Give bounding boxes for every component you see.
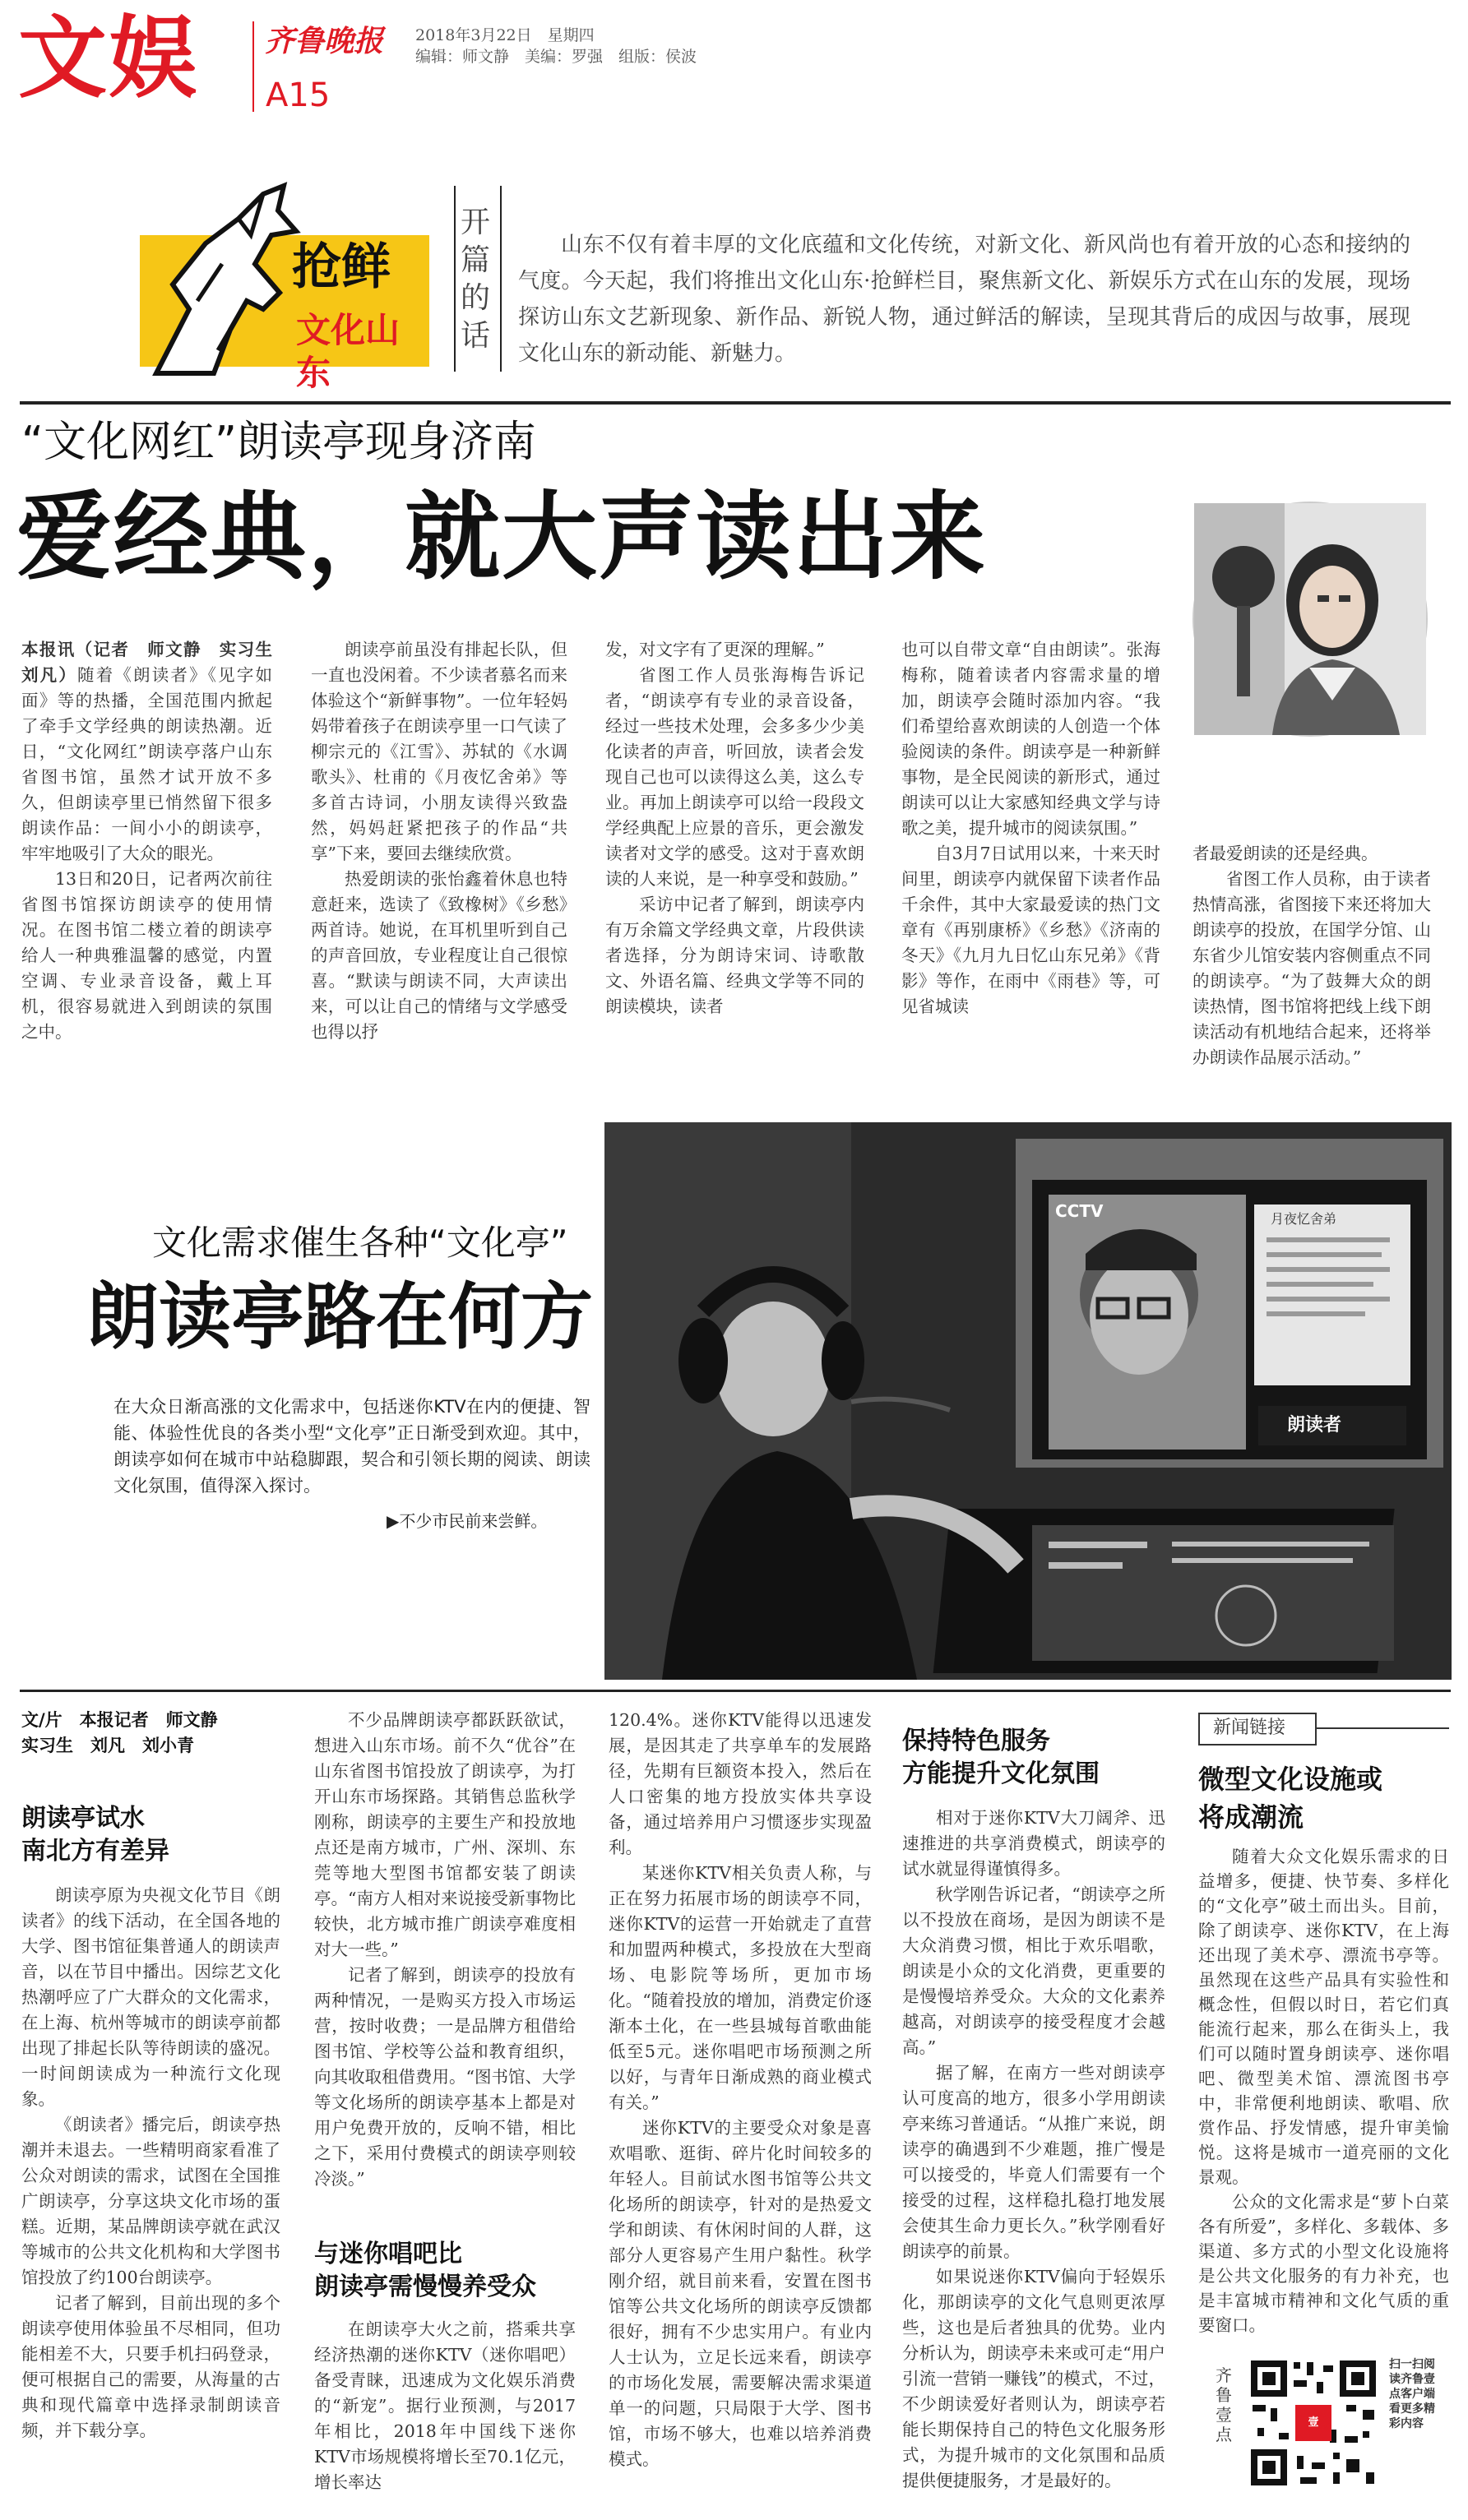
news-link-sidebar: [1198, 1708, 1449, 2501]
issue-date: 2018年3月22日 星期四: [415, 26, 595, 44]
section-rule-top: [20, 401, 1451, 405]
screen-channel-logo: CCTV: [1055, 1201, 1104, 1221]
photo-caption-text: 不少市民前来尝鲜。: [399, 1511, 548, 1531]
newspaper-name: 齐鲁晚报: [265, 24, 384, 58]
story1-paragraph: 随着《朗读者》《见字如面》等的热播，全国范围内掀起了牵手文学经典的朗读热潮。近日，“文化网红”朗读亭落户山东省图书馆，虽然才试开放不多久，但朗读亭里已悄然留下很多朗读作品：一间小小的朗读亭，牢牢地吸引了大众的眼光。: [21, 665, 273, 863]
story1-paragraph: 13日和20日，记者两次前往省图书馆探访朗读亭的使用情况。在图书馆二楼立着的朗读亭给人一种典雅温馨的感觉，内置空调、专业录音设备，戴上耳机，很容易就进入到朗读的氛围之中。: [21, 869, 272, 1042]
story1-col3: [605, 637, 864, 1061]
story1-paragraph: 省图工作人员称，由于读者热情高涨，省图接下来还将加大朗读亭的投放，在国学分馆、山东省少儿馆安装内容侧重点不同的朗读亭。“为了鼓舞大众的朗读热情，图书馆将把线上线下朗读活动有机地结合起来，还将举办朗读作品展示活动。”: [1192, 869, 1431, 1067]
feature-headline: 朗读亭路在何方: [86, 1274, 594, 1359]
subhead-text: 保持特色服务: [902, 1727, 1050, 1755]
column-label: [461, 204, 493, 355]
story2-paragraph: 120.4%。迷你KTV能得以迅速发展，是因其走了共享单车的发展路径，先期有巨额资本投入，然后在人口密集的地方投放实体共享设备，通过培养用户习惯逐步实现盈利。: [609, 1710, 872, 1857]
story2-subhead-1: [21, 1802, 285, 1868]
story2-paragraph: 迷你KTV的主要受众对象是喜欢唱歌、逛街、碎片化时间较多的年轻人。目前试水图书馆等公共文化场所的朗读亭，针对的是热爱文学和朗读、有休闲时间的人群，这部分人更容易产生用户黏性。秋学刚介绍，就目前来看，安置在图书馆等公共文化场所的朗读亭反馈都很好，拥有不少忠实用户。有业内人士认为，立足长远来看，朗读亭的市场化发展，需要解决需求渠道单一的问题，只局限于大学、图书馆，市场不够大，也难以培养消费模式。: [609, 2118, 872, 2469]
story2-subhead-3: [902, 1725, 1165, 1791]
story2-byline: [21, 1708, 218, 1759]
masthead-divider: [252, 21, 254, 112]
story1-paragraph: 自3月7日试用以来，十来天时间里，朗读亭内就保留下读者作品千余件，其中大家最爱读的热门文章有《再别康桥》《乡愁》《济南的冬天》《九月九日忆山东兄弟》《背影》等作，在雨中《雨巷》等，可见省城读: [901, 844, 1160, 1016]
story2-paragraph: 朗读亭原为央视文化节目《朗读者》的线下活动，在全国各地的大学、图书馆征集普通人的朗读声音，以在节目中播出。因综艺文化热潮呼应了广大群众的文化需求，在上海、杭州等城市的朗读亭前都出现了排起长队等待朗读的盛况。一时间朗读成为一种流行文化现象。: [21, 1885, 280, 2109]
reading-booth-photo-drawing: [604, 1122, 1452, 1680]
story2-col2b: [314, 2317, 576, 2508]
story2-paragraph: 记者了解到，朗读亭的投放有两种情况，一是购买方投入市场运营，按时收费；一是品牌方租借给图书馆、学校等公益和教育组织，向其收取租借费用。“图书馆、大学等文化场所的朗读亭基本上都是对用户免费开放的，反响不错，相比之下，采用付费模式的朗读亭则较冷淡。”: [314, 1965, 576, 2189]
story1-paragraph: 也可以自带文章“自由朗读”。张海梅称，随着读者内容需求量的增加，朗读亭会随时添加内容。“我们希望给喜欢朗读的人创造一个体验阅读的条件。朗读亭是一种新鲜事物，是全民阅读的新形式，通过朗读可以让大家感知经典文学与诗歌之美，提升城市的阅读氛围。”: [901, 640, 1160, 838]
subhead-text: 方能提升文化氛围: [902, 1759, 1100, 1788]
story1-paragraph: 采访中记者了解到，朗读亭内有万余篇文学经典文章，片段供读者选择，分为朗诗宋词、诗歌散文、外语名篇、经典文学等不同的朗读模块，读者: [605, 895, 864, 1016]
story2-paragraph: 如果说迷你KTV偏向于轻娱乐化，那朗读亭的文化气息则更浓厚些，这也是后者独具的优势。业内分析认为，朗读亭未来或可走“用户引流一营销一赚钱”的模式，不过，不少朗读爱好者则认为，朗读亭若能长期保持自己的特色文化服务形式，为提升城市的文化氛围和品质提供便捷服务，才是最好的。: [902, 2267, 1165, 2490]
column-label-char: 开: [461, 206, 491, 239]
story2-paragraph: 某迷你KTV相关负责人称，与正在努力拓展市场的朗读亭不同，迷你KTV的运营一开始就走了直营和加盟两种模式，多投放在大型商场、电影院等场所，更加市场化。“随着投放的增加，消费定价逐渐本土化，在一些县城每首歌曲能低至5元。迷你唱吧市场预测之所以好，与青年日渐成熟的商业模式有关。”: [609, 1863, 872, 2112]
subhead-text: 朗读亭试水: [21, 1804, 145, 1833]
story1-paragraph: 朗读亭前虽没有排起长队，但一直也没闲着。不少读者慕名而来体验这个“新鲜事物”。一位年轻妈妈带着孩子在朗读亭里一口气读了柳宗元的《江雪》、苏轼的《水调歌头》、杜甫的《月夜忆舍弟》等多首古诗词，小朋友读得兴致盎然，妈妈赶紧把孩子的作品“共享”下来，要回去继续欣赏。: [311, 640, 567, 863]
story1-paragraph: 省图工作人员张海梅告诉记者，“朗读亭有专业的录音设备，经过一些技术处理，会多多少少美化读者的声音，听回放，读者会发现自己也可以读得这么美，这么专业。再加上朗读亭可以给一段段文学经典配上应景的音乐，更会激发读者对文学的感受。这对于喜欢朗读的人来说，是一种享受和鼓励。”: [605, 665, 864, 889]
column-label-divider-right: [500, 186, 502, 372]
subhead-text: 南北方有差异: [21, 1837, 169, 1866]
reading-booth-photo: [604, 1122, 1452, 1680]
story1-paragraph: 发，对文字有了更深的理解。”: [605, 640, 825, 659]
story2-paragraph: 秋学刚告诉记者，“朗读亭之所以不投放在商场，是因为朗读不是大众消费习惯，相比于欢乐唱歌，朗读是小众的文化消费，更重要的是慢慢培养受众。大众的文化素养越高，对朗读亭的接受程度才会越高。”: [902, 1884, 1165, 2057]
portrait-photo: [1194, 503, 1426, 735]
feature-lede: 在大众日渐高涨的文化需求中，包括迷你KTV在内的便捷、智能、体验性优良的各类小型“文化亭”正日渐受到欢迎。其中，朗读亭如何在城市中站稳脚跟，契合和引领长期的阅读、朗读文化氛围，值得深入探讨。: [113, 1397, 590, 1496]
qr-code[interactable]: [1248, 2357, 1379, 2489]
story2-paragraph: 记者了解到，目前出现的多个朗读亭使用体验虽不尽相同，但功能相差不大，只要手机扫码登录，便可根据自己的需要，从海量的古典和现代篇章中选择录制朗读音频，并下载分享。: [21, 2293, 280, 2440]
column-badge: [140, 186, 432, 393]
screen-show-name: 朗读者: [1287, 1415, 1342, 1436]
story1-paragraph: 热爱朗读的张怡鑫着休息也特意赶来，选读了《致橡树》《乡愁》两首诗。她说，在耳机里听到自己的声音回放，专业程度让自己很惊喜。“默读与朗读不同，大声读出来，可以让自己的情绪与文学感受也得以抒: [311, 869, 567, 1042]
section-rule-bottom: [20, 1690, 1451, 1692]
column-label-char: 篇: [461, 243, 491, 277]
editor-credits: 编辑：师文静 美编：罗强 组版：侯波: [415, 48, 697, 66]
story1-paragraph: 者最爱朗读的还是经典。: [1192, 844, 1378, 863]
story2-paragraph: 相对于迷你KTV大刀阔斧、迅速推进的共享消费模式，朗读亭的试水就显得谨慎得多。: [902, 1808, 1165, 1879]
story2-col4: [902, 1806, 1165, 2508]
interview-photo: [1192, 502, 1428, 737]
sidebar-tag-line: [1315, 1727, 1449, 1729]
subhead-text: 与迷你唱吧比: [314, 2240, 462, 2268]
badge-main: 抢鲜: [292, 238, 391, 296]
story2-col3: [609, 1708, 872, 2508]
story1-headline: 爱经典，就大声读出来: [16, 482, 987, 593]
story1-col5: [1192, 841, 1431, 1067]
story1-byline: 本报讯（记者 师文静 实习生 刘凡）: [21, 640, 289, 685]
screen-poem-title: 月夜忆舍弟: [1271, 1211, 1337, 1227]
story2-col2: [314, 1708, 576, 2216]
story2-byline-line: 文/片 本报记者 师文静: [21, 1710, 218, 1730]
subhead-text: 朗读亭需慢慢养受众: [314, 2273, 536, 2301]
column-label-divider: [454, 186, 456, 372]
feature-kicker: 文化需求催生各种“文化亭”: [152, 1223, 568, 1263]
qr-center-label: 壹: [1308, 2416, 1319, 2429]
story1-col2: [311, 637, 567, 1061]
sidebar-title: 微型文化设施或将成潮流: [1198, 1764, 1383, 1833]
story1-col4: [901, 637, 1160, 1061]
column-intro-text: 山东不仅有着丰厚的文化底蕴和文化传统，对新文化、新风尚也有着开放的心态和接纳的气度。今天起，我们将推出文化山东·抢鲜栏目，聚焦新文化、新娱乐方式在山东的发展，现场探访山东文艺新现象、新作品、新锐人物，通过鲜活的解读，呈现其背后的成因与故事，展现文化山东的新动能、新魅力。: [518, 233, 1410, 366]
story2-paragraph: 据了解，在南方一些对朗读亭认可度高的地方，很多小学用朗读亭来练习普通话。“从推广来说，朗读亭的确遇到不少难题，推广慢是可以接受的，毕竟人们需要有一个接受的过程，这样稳扎稳打地发展会使其生命力更长久。”秋学刚看好朗读亭的前景。: [902, 2063, 1165, 2261]
badge-sub: 文化山东: [296, 310, 401, 393]
sidebar-body: [1198, 1844, 1449, 2337]
sidebar-paragraph: 随着大众文化娱乐需求的日益增多，便捷、快节奏、多样化的“文化亭”破土而出头。目前，除了朗读亭、迷你KTV，在上海还出现了美术亭、漂流书亭等。虽然现在这些产品具有实验性和概念性，但假以时日，若它们真能流行起来，那么在街头上，我们可以随时置身朗读亭、迷你唱吧、微型美术馆、漂流图书亭中，非常便利地朗读、歌唱、欣赏作品、抒发情感，提升审美愉悦。这将是城市一道亮丽的文化景观。: [1198, 1847, 1449, 2187]
story2-paragraph: 在朗读亭大火之前，搭乘共享经济热潮的迷你KTV（迷你唱吧）备受青睐，迅速成为文化娱乐消费的“新宠”。据行业预测，与2017年相比，2018年中国线下迷你KTV市场规模将增长至70.1亿元，增长率达: [314, 2319, 576, 2492]
story1-kicker: “文化网红”朗读亭现身济南: [21, 418, 536, 467]
page-number: A15: [266, 76, 331, 114]
story2-byline-line: 实习生 刘凡 刘小青: [21, 1736, 194, 1755]
section-title: 文娱: [18, 7, 200, 110]
story2-paragraph: 不少品牌朗读亭都跃跃欲试，想进入山东市场。前不久“优谷”在山东省图书馆投放了朗读亭，为打开山东市场探路。其销售总监秋学刚称，朗读亭的主要生产和投放地点还是南方城市，广州、深圳、东莞等地大型图书馆都安装了朗读亭。“南方人相对来说接受新事物比较快，北方城市推广朗读亭难度相对大一些。”: [314, 1710, 576, 1959]
photo-caption: ▶不少市民前来尝鲜。: [387, 1511, 548, 1531]
qr-label: 齐鲁壹点: [1216, 2365, 1232, 2444]
sidebar-paragraph: 公众的文化需求是“萝卜白菜各有所爱”，多样化、多载体、多渠道、多方式的小型文化设施将是公共文化服务的有力补充，也是丰富城市精神和文化气质的重要窗口。: [1198, 2192, 1449, 2335]
story2-col1: [21, 1883, 280, 2508]
story2-paragraph: 《朗读者》播完后，朗读亭热潮并未退去。一些精明商家看准了公众对朗读的需求，试图在全国推广朗读亭，分享这块文化市场的蛋糕。近期，某品牌朗读亭就在武汉等城市的公共文化机构和大学图书馆投放了约100台朗读亭。: [21, 2115, 280, 2287]
qr-caption: 扫一扫阅读齐鲁壹点客户端看更多精彩内容: [1389, 2358, 1435, 2430]
column-label-char: 的: [461, 281, 491, 315]
story1-col1: [21, 637, 289, 1061]
story2-subhead-2: [314, 2238, 577, 2304]
masthead: [0, 0, 1468, 123]
sidebar-tag: 新闻链接: [1213, 1718, 1286, 1738]
column-label-char: 话: [461, 319, 491, 353]
